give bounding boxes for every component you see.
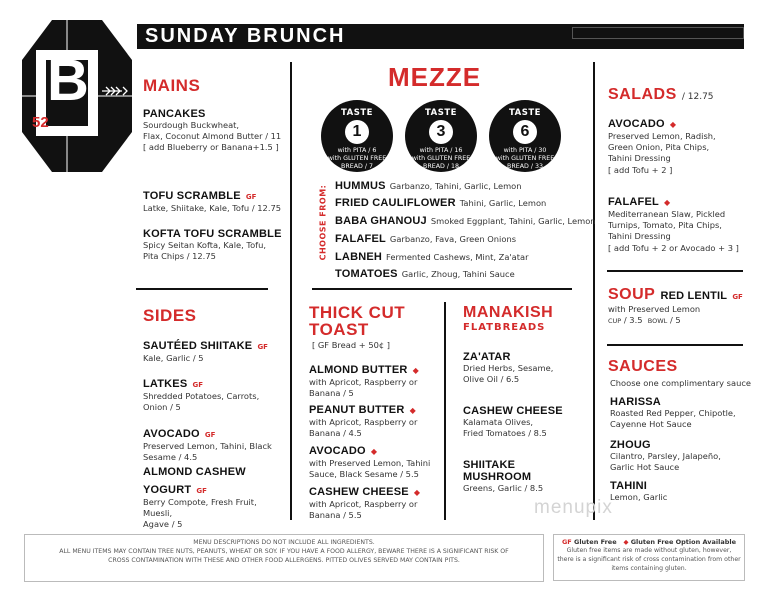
item-desc: Latke, Shiitake, Kale, Tofu — [143, 203, 250, 213]
menu-item-pancakes — [143, 108, 283, 154]
menu-item-zaatar — [463, 351, 588, 385]
item-name: HARISSA — [610, 396, 661, 408]
taste-price: with PITA / 6 — [337, 147, 377, 154]
mezze-item-falafel — [335, 233, 516, 245]
taste-price: with PITA / 16 — [419, 147, 463, 154]
taste-count: 6 — [513, 120, 537, 144]
item-desc: Tahini Dressing — [608, 153, 671, 164]
toast-heading-line2: TOAST — [309, 320, 369, 339]
soup-block — [608, 284, 748, 326]
item-price: / 5 — [343, 388, 354, 399]
item-price: / 5.5 — [400, 469, 419, 480]
item-desc: Flax, Coconut Almond Butter — [143, 131, 263, 142]
item-price: / 8.5 — [528, 428, 547, 439]
gf-key-label: Gluten Free — [573, 538, 617, 546]
item-desc: with Preserved Lemon, Tahini — [309, 458, 431, 468]
gf-note-line-2: there is a significant risk of cross contamination from other — [557, 556, 741, 564]
taste-label: TASTE — [425, 108, 457, 118]
item-name: FALAFEL — [608, 196, 659, 208]
taste-label: TASTE — [509, 108, 541, 118]
item-desc: with Apricot, Raspberry or — [309, 417, 418, 427]
item-name: PEANUT BUTTER — [309, 404, 405, 416]
item-name: TAHINI — [610, 480, 648, 492]
item-name: FALAFEL — [335, 233, 386, 245]
item-price: / 8.5 — [524, 483, 544, 493]
item-price: / 5.5 — [343, 510, 362, 521]
item-desc: with Apricot, Raspberry or — [309, 377, 418, 387]
logo — [22, 20, 132, 172]
item-name: MUSHROOM — [463, 471, 532, 483]
item-name: PANCAKES — [143, 108, 206, 120]
menu-item-avocado-salad — [608, 112, 748, 176]
item-desc: Garbanzo, Tahini, Garlic, Lemon — [389, 181, 522, 191]
item-name: AVOCADO — [143, 428, 200, 440]
item-desc: Garbanzo, Fava, Green Onions — [389, 234, 517, 244]
item-price: / 5 — [170, 402, 181, 413]
divider-salads-soup — [607, 270, 743, 272]
item-desc: Greens, Garlic — [463, 483, 522, 493]
allergy-line-2: ALL MENU ITEMS MAY CONTAIN TREE NUTS, PEANUTS, WHEAT OR SOY. IF YOU HAVE A FOOD ALLERGY, BEWARE THERE IS A SIGNIFICANT RISK OF — [59, 547, 509, 555]
allergy-line-3: CROSS CONTAMINATION WITH THESE AND OTHER FOOD ALLERGENS. PITTED OLIVES SERVED MAY CONTAIN PITS. — [108, 556, 460, 564]
item-name: FRIED CAULIFLOWER — [335, 197, 456, 209]
taste-1-badge — [321, 100, 393, 172]
menu-item-cashew-cheese-flatbread — [463, 405, 588, 439]
item-addon: [ add Tofu + 2 ] — [608, 164, 673, 175]
item-desc: Banana — [309, 428, 341, 439]
item-addon: [ add Tofu + 2 or Avocado + 3 ] — [608, 242, 739, 253]
item-price: / 5 — [171, 519, 183, 530]
mezze-item-fried-cauliflower — [335, 197, 546, 209]
soup-heading: SOUP — [608, 286, 656, 303]
divider-toast — [444, 302, 446, 520]
taste-6-badge — [489, 100, 561, 172]
taste-count: 1 — [345, 120, 369, 144]
sauce-item-tahini — [610, 480, 750, 503]
allergy-line-1: MENU DESCRIPTIONS DO NOT INCLUDE ALL INGREDIENTS. — [193, 539, 375, 546]
item-desc: Fermented Cashews, Mint, Za'atar — [386, 252, 529, 262]
gluten-key — [553, 534, 745, 581]
toast-heading-line1: THICK CUT — [309, 303, 406, 322]
gf-option-icon: ◆ — [669, 120, 677, 129]
item-desc: with Apricot, Raspberry or — [309, 499, 418, 509]
watermark: menupix — [534, 497, 613, 518]
item-name: AVOCADO — [608, 118, 665, 130]
item-name: ALMOND CASHEW — [143, 466, 246, 478]
item-desc: Banana — [309, 510, 341, 521]
taste-price: with PITA / 30 — [503, 147, 547, 154]
item-desc: Berry Compote, Fresh Fruit, Muesli, — [143, 497, 257, 519]
salads-heading-row — [608, 84, 714, 104]
menu-item-falafel-salad — [608, 190, 753, 254]
item-desc: Dried Herbs, Sesame, — [463, 363, 554, 373]
menu-item-kofta-tofu-scramble — [143, 228, 288, 262]
mezze-heading: MEZZE — [388, 62, 482, 92]
taste-gf-label: with GLUTEN FREE — [495, 154, 555, 162]
item-desc: Sauce, Black Sesame — [309, 469, 398, 480]
item-desc: Shredded Potatoes, Carrots, — [143, 391, 260, 401]
taste-gf-label: with GLUTEN FREE — [327, 154, 387, 162]
item-price: / 12.75 — [186, 251, 216, 262]
item-name: BABA GHANOUJ — [335, 215, 427, 227]
menu-item-cashew-cheese-toast — [309, 480, 439, 521]
menu-item-latkes — [143, 372, 283, 413]
mezze-item-tomatoes — [335, 268, 515, 280]
item-name: LATKES — [143, 378, 188, 390]
taste-gf-price: BREAD / 33 — [507, 162, 543, 170]
item-desc: Fried Tomatoes — [463, 428, 526, 439]
gf-badge: GF — [732, 293, 743, 301]
item-name: AVOCADO — [309, 445, 366, 457]
item-desc: Preserved Lemon, Tahini, Black — [143, 441, 272, 451]
item-desc: Tahini Dressing — [608, 231, 671, 242]
item-name: ALMOND BUTTER — [309, 364, 408, 376]
item-price: / 12.75 — [251, 203, 282, 213]
item-desc: Kale, Garlic — [143, 353, 191, 363]
menu-item-avocado-side — [143, 422, 283, 463]
title-bar-inset — [572, 27, 744, 39]
item-desc: Cayenne Hot Sauce — [610, 419, 692, 430]
item-name: CASHEW CHEESE — [309, 486, 409, 498]
item-desc: Onion — [143, 402, 168, 413]
taste-gf-price: BREAD / 18 — [423, 162, 459, 170]
mezze-item-baba-ghanouj — [335, 215, 596, 227]
item-desc: Agave — [143, 519, 170, 530]
page-title: SUNDAY BRUNCH — [145, 25, 346, 47]
item-name: ZA'ATAR — [463, 351, 511, 363]
toast-heading — [309, 304, 405, 338]
salads-heading: SALADS — [608, 86, 677, 103]
logo-letter: B — [47, 48, 89, 113]
mains-heading: MAINS — [143, 76, 201, 95]
choose-from-label: CHOOSE FROM: — [318, 184, 328, 261]
manakish-subheading: FLATBREADS — [463, 322, 546, 333]
sauce-item-harissa — [610, 396, 750, 430]
gf-badge: GF — [245, 193, 257, 201]
item-desc: Turnips, Tomato, Pita Chips, — [608, 220, 722, 231]
item-price: / 4.5 — [178, 452, 198, 463]
item-desc: Smoked Eggplant, Tahini, Garlic, Lemon — [430, 216, 596, 226]
mezze-item-hummus — [335, 180, 522, 192]
gf-option-icon: ◆ — [412, 366, 419, 375]
item-desc: Banana — [309, 388, 341, 399]
sides-heading: SIDES — [143, 306, 197, 325]
item-desc: Cilantro, Parsley, Jalapeño, — [610, 451, 721, 461]
taste-gf-price: BREAD / 7 — [341, 162, 373, 170]
item-price: / 6.5 — [500, 374, 520, 385]
mezze-item-labneh — [335, 251, 529, 263]
taste-3-badge — [405, 100, 477, 172]
item-name: RED LENTIL — [660, 290, 728, 302]
gf-option-key-label: Gluten Free Option Available — [630, 538, 737, 546]
gf-option-icon: ◆ — [664, 198, 671, 207]
taste-gf-label: with GLUTEN FREE — [411, 154, 471, 162]
menu-item-almond-cashew-yogurt — [143, 466, 288, 531]
menu-item-tofu-scramble — [143, 184, 283, 214]
divider-soup-sauces — [607, 344, 743, 346]
item-desc: Kalamata Olives, — [463, 417, 534, 427]
item-desc: Garlic, Zhoug, Tahini Sauce — [401, 269, 515, 279]
item-desc: Mediterranean Slaw, Pickled — [608, 209, 726, 219]
gf-note-line-1: Gluten free items are made without gluten, however, — [566, 547, 732, 555]
sauces-heading: SAUCES — [608, 358, 678, 375]
item-desc: Green Onion, Pita Chips, — [608, 142, 710, 153]
item-name: SAUTÉED SHIITAKE — [143, 340, 253, 352]
item-price: / 5 — [192, 353, 204, 363]
divider-mains-sides — [136, 288, 268, 290]
item-desc: Garlic Hot Sauce — [610, 462, 680, 473]
item-name: KOFTA TOFU SCRAMBLE — [143, 228, 282, 240]
item-addon: [ add Blueberry or Banana+1.5 ] — [143, 142, 279, 153]
gf-option-key-icon: ◆ — [623, 538, 629, 546]
item-name: LABNEH — [335, 251, 383, 263]
item-name: TOMATOES — [335, 268, 398, 280]
allergy-notice — [24, 534, 544, 582]
item-desc: Sesame — [143, 452, 176, 463]
gf-option-icon: ◆ — [370, 447, 378, 456]
gf-option-icon: ◆ — [413, 488, 421, 497]
item-name: YOGURT — [143, 484, 192, 496]
cup-label: CUP — [608, 317, 622, 326]
taste-count: 3 — [429, 120, 453, 144]
gf-badge: GF — [257, 343, 268, 351]
item-name: CASHEW CHEESE — [463, 405, 563, 417]
gf-badge: GF — [196, 487, 207, 495]
salads-price: / 12.75 — [681, 92, 714, 102]
item-name: SHIITAKE — [463, 459, 516, 471]
menu-item-avocado-toast — [309, 439, 439, 480]
item-price: / 4.5 — [343, 428, 362, 439]
toast-gf-note: [ GF Bread + 50¢ ] — [312, 340, 391, 350]
item-desc: Tahini, Garlic, Lemon — [459, 198, 547, 208]
item-name: TOFU SCRAMBLE — [143, 190, 241, 202]
item-desc: Preserved Lemon, Radish, — [608, 131, 716, 141]
divider-mezze — [312, 288, 572, 290]
item-desc: Spicy Seitan Kofta, Kale, Tofu, — [143, 240, 266, 250]
item-desc: Olive Oil — [463, 374, 498, 385]
logo-number: 52 — [32, 114, 49, 131]
gf-badge: GF — [192, 381, 204, 389]
taste-label: TASTE — [341, 108, 373, 118]
item-desc: Pita Chips — [143, 251, 185, 262]
cup-price: / 3.5 — [623, 315, 643, 326]
sauce-item-zhoug — [610, 439, 750, 473]
gf-badge: GF — [204, 431, 216, 439]
gf-note-line-3: items containing gluten. — [611, 565, 687, 573]
item-desc: Lemon, Garlic — [610, 492, 668, 502]
item-name: ZHOUG — [610, 439, 651, 451]
menu-item-sauteed-shiitake — [143, 334, 283, 364]
item-desc: Roasted Red Pepper, Chipotle, — [610, 408, 736, 418]
gf-option-icon: ◆ — [409, 406, 416, 415]
item-name: HUMMUS — [335, 180, 386, 192]
menu-item-shiitake-mushroom — [463, 459, 588, 494]
item-desc: Sourdough Buckwheat, — [143, 120, 240, 130]
bowl-label: BOWL — [647, 317, 668, 326]
gf-key-badge: GF — [561, 538, 572, 546]
manakish-heading: MANAKISH — [463, 304, 554, 321]
bowl-price: / 5 — [669, 315, 681, 326]
divider-main-right — [593, 62, 595, 520]
sauces-note: Choose one complimentary sauce — [610, 378, 752, 388]
divider-main-left — [290, 62, 292, 520]
menu-item-almond-butter — [309, 358, 439, 399]
item-desc: with Preserved Lemon — [608, 304, 701, 314]
item-price: / 11 — [265, 131, 282, 142]
menu-item-peanut-butter — [309, 398, 439, 439]
